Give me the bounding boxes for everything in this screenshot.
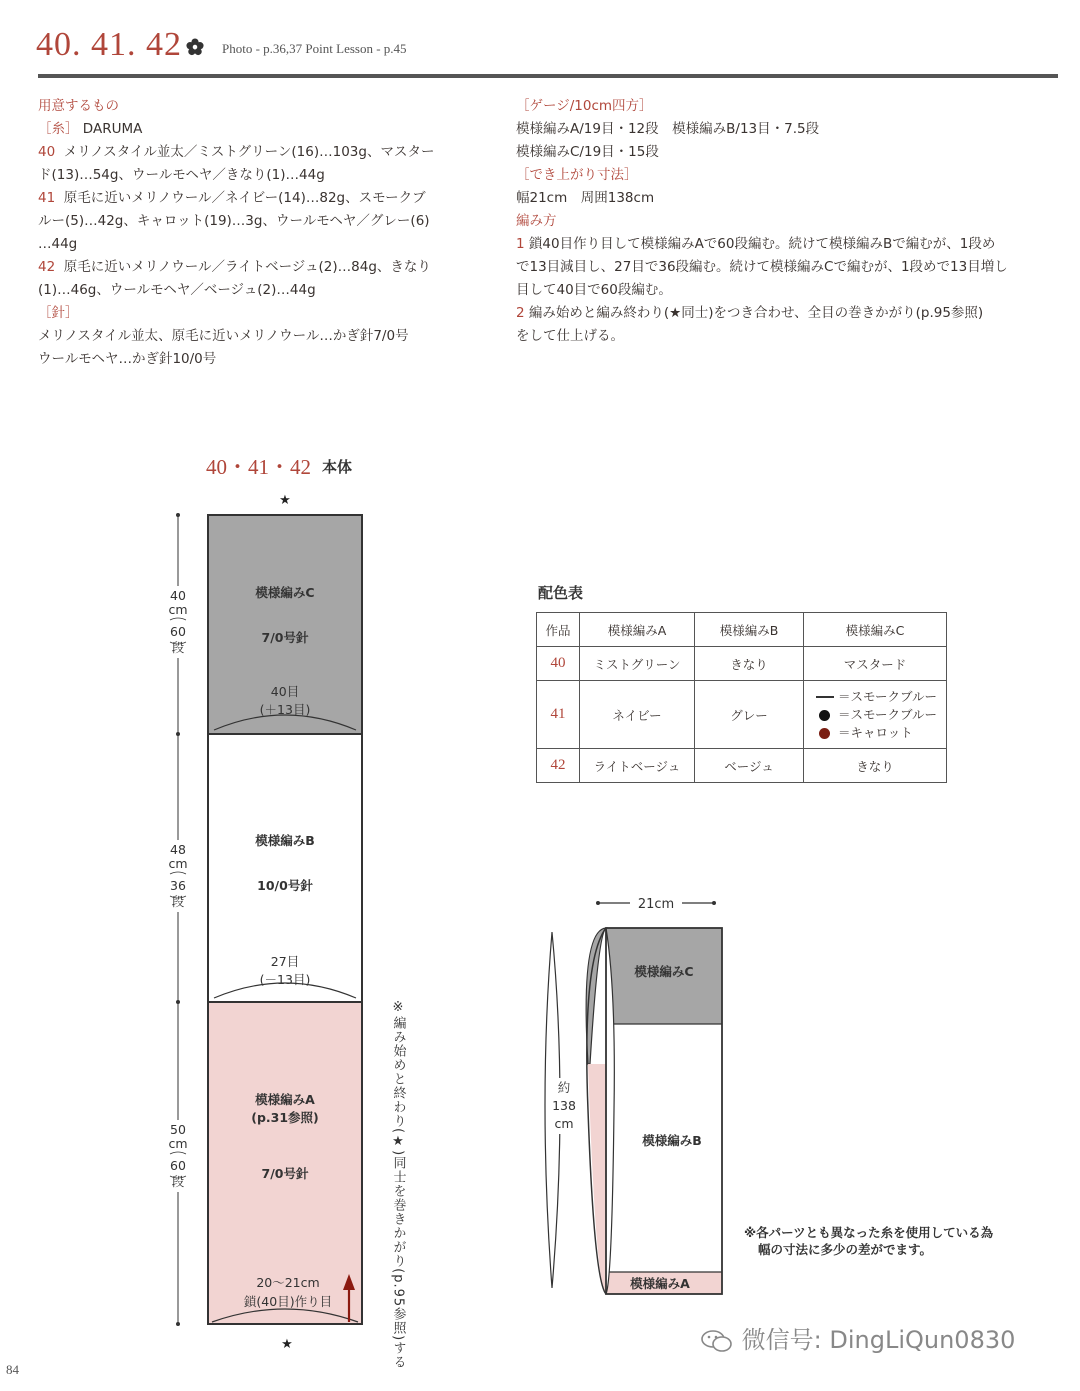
needle-line: メリノスタイル並太、原毛に近いメリノウール…かぎ針7/0号 [38,328,409,344]
color-table-heading: 配色表 [538,584,584,602]
circ-unit: cm [554,1116,574,1131]
dim-a-cm: 50 [170,1122,186,1137]
needle-label: ［針］ [38,305,79,321]
table-header: 模様編みC [804,613,947,647]
photo-reference: Photo - p.36,37 Point Lesson - p.45 [222,41,407,56]
gauge-line: 模様編みC/19目・15段 [516,144,659,160]
row-cell: ミストグリーン [580,647,695,681]
row-id: 41 [537,681,580,749]
model-number: 42 [38,259,56,275]
section-b-change: (－13目) [259,972,311,987]
chain-start: 鎖(40目)作り目 [243,1294,333,1309]
row-cell: きなり [804,749,947,783]
diagram-title-num: 40・41・42 [206,455,311,479]
page-number: 84 [6,1362,19,1377]
gauge-line: 模様編みA/19目・12段 模様編みB/13目・7.5段 [516,121,820,137]
dim-b-row-unit: 段 [171,894,185,909]
row-cell: ネイビー [580,681,695,749]
section-b-name: 模様編みB [255,833,315,848]
material-line: 42 原毛に近いメリノウール／ライトベージュ(2)…84g、きなり [38,259,431,275]
ring-width-label: 21cm [637,897,675,912]
material-line: ド(13)…54g、ウールモヘヤ／きなり(1)…44g [38,167,325,183]
black-dot-icon [819,710,830,721]
method-heading: 編み方 [516,213,557,229]
dim-c-cm: 40 [170,588,186,603]
section-c-needle: 7/0号針 [261,630,309,645]
section-c-change: (＋13目) [259,702,311,717]
section-b-needle: 10/0号針 [257,878,313,893]
method-step: 目して40目で60段編む。 [516,282,672,298]
ring-c-label: 模様編みC [634,964,694,979]
page-title: 40. 41. 42 [36,26,182,63]
size-line: 幅21cm 周囲138cm [516,190,655,206]
material-line: …44g [38,236,78,252]
note-line: 幅の寸法に多少の差がでます。 [758,1242,933,1257]
material-line: 40 メリノスタイル並太／ミストグリーン(16)…103g、マスター [38,144,435,160]
row-id: 42 [537,749,580,783]
method-step: をして仕上げる。 [516,328,624,344]
dim-b-rows: 36 [170,878,186,893]
section-a-needle: 7/0号針 [261,1166,309,1181]
table-row [537,681,947,749]
model-number: 41 [38,190,56,206]
material-line: 41 原毛に近いメリノウール／ネイビー(14)…82g、スモークブ [38,190,426,206]
needle-line: ウールモヘヤ…かぎ針10/0号 [38,351,217,367]
material-line: ルー(5)…42g、キャロット(19)…3g、ウールモヘヤ／グレー(6) [38,213,430,229]
note-line: ※各パーツとも異なった糸を使用している為 [744,1225,994,1240]
material-line: (1)…46g、ウールモヘヤ／ベージュ(2)…44g [38,282,316,298]
table-header-row [537,613,947,647]
star-icon: ★ [279,493,291,508]
section-a-ref: (p.31参照) [251,1110,319,1125]
materials-heading: 用意するもの [38,98,119,114]
dim-c-rows: 60 [170,624,186,639]
section-b-stitch: 27目 [270,954,300,969]
dim-c-unit: cm [168,602,188,617]
gauge-heading: ［ゲージ/10cm四方］ [516,98,653,114]
chain-width: 20～21cm [256,1275,320,1290]
line-swatch-icon [816,696,834,698]
section-c-name: 模様編みC [255,585,315,600]
wechat-icon [700,1329,734,1353]
table-header: 模様編みA [580,613,695,647]
table-row [537,647,947,681]
table-header: 作品 [537,613,580,647]
red-dot-icon [819,728,830,739]
table-header: 模様編みB [695,613,804,647]
method-step: で13目減目し、27目で36段編む。続けて模様編みCで編むが、1段めで13目増し [516,259,1008,275]
watermark: 微信号: DingLiQun0830 [700,1320,1015,1355]
row-cell: きなり [695,647,804,681]
circ-value: 138 [552,1098,576,1113]
row-cell: ライトベージュ [580,749,695,783]
star-icon: ★ [281,1337,293,1352]
yarn-brand: DARUMA [82,121,143,137]
row-cell: グレー [695,681,804,749]
row-cell: ベージュ [695,749,804,783]
row-id: 40 [537,647,580,681]
section-a-name: 模様編みA [255,1092,315,1107]
ring-b-label: 模様編みB [642,1133,702,1148]
dim-b-cm: 48 [170,842,186,857]
vertical-note: ※編み始めと終わり(★)同士を巻きかがり(p.95参照)する [390,1000,406,1370]
method-step: 1 鎖40目作り目して模様編みAで60段編む。続けて模様編みBで編むが、1段め [516,236,996,252]
ring-a-label: 模様編みA [630,1276,690,1291]
table-row [537,749,947,783]
method-step: 2 編み始めと編み終わり(★同士)をつき合わせ、全目の巻きかがり(p.95参照) [516,305,984,321]
row-cell-legend: ＝スモークブルー ＝スモークブルー ＝キャロット [804,681,947,749]
dim-a-row-unit: 段 [171,1174,185,1189]
model-number: 40 [38,144,56,160]
row-cell: マスタード [804,647,947,681]
diagram-title-text: 本体 [322,458,353,476]
dim-a-rows: 60 [170,1158,186,1173]
section-c-stitch: 40目 [270,684,300,699]
ring-section-b [606,1024,722,1274]
circ-prefix: 約 [557,1080,571,1095]
dim-a-unit: cm [168,1136,188,1151]
yarn-label: ［糸］ [38,121,79,137]
size-heading: ［でき上がり寸法］ [516,167,638,183]
color-table [536,612,947,783]
dim-c-row-unit: 段 [171,640,185,655]
dim-b-unit: cm [168,856,188,871]
